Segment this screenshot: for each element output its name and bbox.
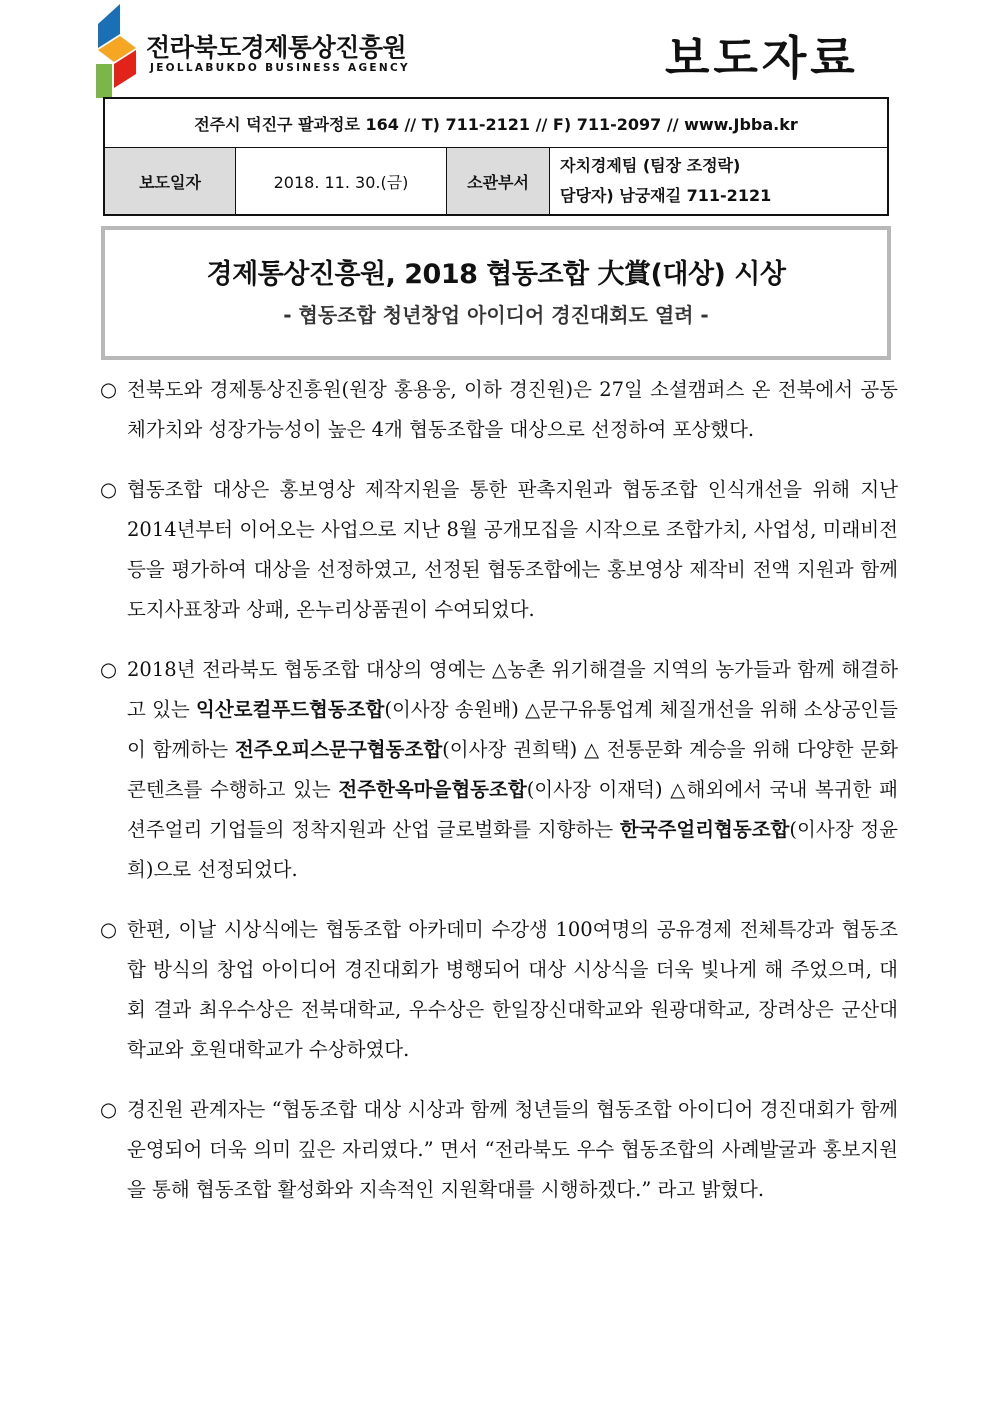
- paragraph-text: (이사장 송원배) △문구유통업계 체질개선을 위해 소상공인들이 함께하는: [127, 698, 898, 761]
- bullet-icon: ○: [100, 1098, 118, 1121]
- paragraph-text: 경진원 관계자는 “협동조합 대상 시상과 함께 청년들의 협동조합 아이디어 경진대회가 함께 운영되어 더욱 의미 깊은 자리였다.” 면서 “전라북도 우수 협동조합의 사례발굴과 홍보지원을 통해 협동조합 활성화와 지속적인 지원확대를 시행하겠다.” 라고 밝혔다.: [127, 1098, 898, 1201]
- document-type: 보도자료: [665, 31, 859, 85]
- address-cell: 전주시 덕진구 팔과정로 164 // T) 711-2121 // F) 711-2097 // www.Jbba.kr: [104, 98, 888, 148]
- bullet-icon: ○: [100, 658, 118, 681]
- paragraph: [100, 470, 898, 630]
- bullet-icon: ○: [100, 918, 118, 941]
- address-row: [104, 98, 888, 148]
- cooperative-name: 전주한옥마을협동조합: [338, 778, 527, 801]
- subheadline: - 협동조합 청년창업 아이디어 경진대회도 열려 -: [283, 303, 709, 327]
- paragraph: [100, 1090, 898, 1210]
- bullet-icon: ○: [100, 478, 118, 501]
- cooperative-name: 전주오피스문구협동조합: [234, 738, 443, 761]
- dept-value: [550, 148, 889, 216]
- date-row: [104, 148, 888, 216]
- paragraph-text: 협동조합 대상은 홍보영상 제작지원을 통한 판촉지원과 협동조합 인식개선을 위해 지난 2014년부터 이어오는 사업으로 지난 8월 공개모집을 시작으로 조합가치, 사업성, 미래비전 등을 평가하여 대상을 선정하였고, 선정된 협동조합에는 홍보영상 제작비 전액 지원과 함께 도지사표창과 상패, 온누리상품권이 수여되었다.: [127, 478, 898, 621]
- paragraph-text: 전북도와 경제통상진흥원(원장 홍용웅, 이하 경진원)은 27일 소셜캠퍼스 온 전북에서 공동체가치와 성장가능성이 높은 4개 협동조합을 대상으로 선정하여 포상했다.: [127, 378, 898, 441]
- cooperative-name: 한국주얼리협동조합: [619, 818, 790, 841]
- cooperative-name: 익산로컬푸드협동조합: [196, 698, 385, 721]
- paragraph: [100, 650, 898, 890]
- paragraph-text: 2018년 전라북도 협동조합 대상의 영예는 △농촌 위기해결을 지역의 농가들과 함께 해결하고 있는: [127, 658, 898, 721]
- bullet-icon: ○: [100, 378, 118, 401]
- title-box: [101, 226, 891, 360]
- paragraph-text: (이사장 이재덕) △해외에서 국내 복귀한 패션주얼리 기업들의 정착지원과 산업 글로벌화를 지향하는: [127, 778, 898, 841]
- info-table: [103, 97, 889, 216]
- header: [0, 0, 992, 100]
- paragraph: [100, 910, 898, 1070]
- headline: 경제통상진흥원, 2018 협동조합 大賞(대상) 시상: [206, 259, 786, 290]
- paragraph: [100, 370, 898, 450]
- dept-contact: 담당자) 남궁재길 711-2121: [560, 186, 772, 205]
- dept-label: 소관부서: [447, 148, 550, 216]
- org-name-en: JEOLLABUKDO BUSINESS AGENCY: [150, 62, 410, 74]
- agency-logo-icon: [92, 4, 138, 98]
- paragraph-text: 한편, 이날 시상식에는 협동조합 아카데미 수강생 100여명의 공유경제 전체특강과 협동조합 방식의 창업 아이디어 경진대회가 병행되어 대상 시상식을 더욱 빛나게 해 주었으며, 대회 결과 최우수상은 전북대학교, 우수상은 한일장신대학교와 원광대학교, 장려상은 군산대학교와 호원대학교가 수상하였다.: [127, 918, 898, 1061]
- org-name: 전라북도경제통상진흥원: [146, 33, 407, 62]
- dept-team: 자치경제팀 (팀장 조정락): [560, 156, 741, 175]
- paragraph-text: (이사장 정윤희)으로 선정되었다.: [127, 818, 898, 881]
- date-label: 보도일자: [104, 148, 236, 216]
- date-value: 2018. 11. 30.(금): [236, 148, 447, 216]
- paragraph-text: (이사장 권희택) △ 전통문화 계승을 위해 다양한 문화콘텐츠를 수행하고 있는: [127, 738, 898, 801]
- article-body: [100, 370, 898, 1230]
